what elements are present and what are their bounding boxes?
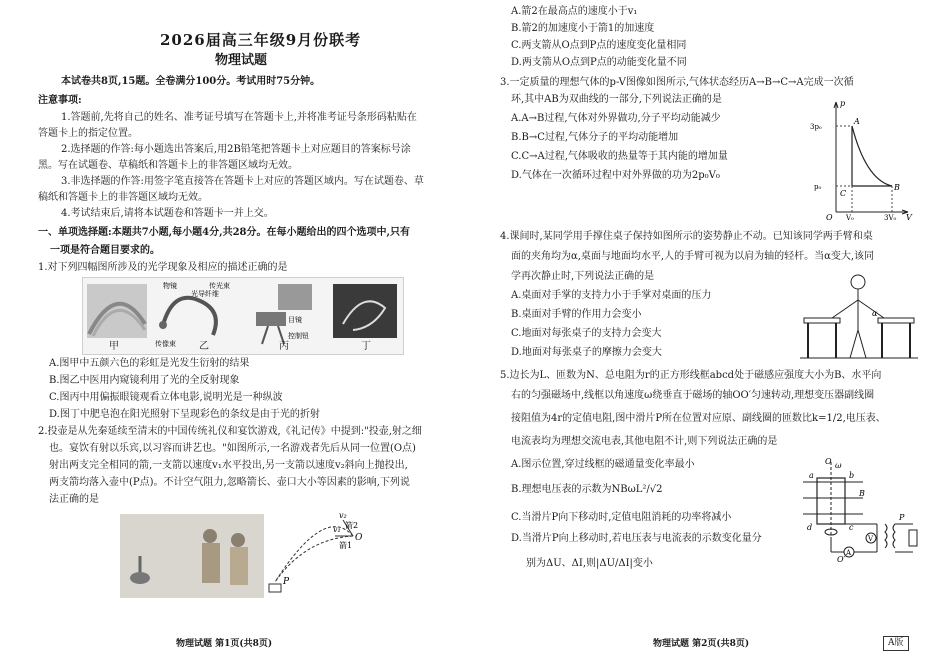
graph-label: 3V₀ — [884, 214, 897, 220]
q5-option: A.图示位置,穿过线框的磁通量变化率最小 — [511, 459, 695, 470]
diagram-label: 箭1 — [339, 541, 353, 550]
q2-option: B.箭2的加速度小于箭1的加速度 — [511, 23, 655, 34]
q3-stem: 3.一定质量的理想气体的p-V图像如图所示,气体状态经历A→B→C→A完成一次循 — [500, 77, 854, 88]
circuit-label: d — [807, 523, 813, 532]
circuit-label: A — [846, 549, 852, 557]
q2-stem: 射出两支完全相同的箭,一支箭以速度v₁水平投出,另一支箭以速度v₂斜向上抛投出, — [49, 460, 408, 471]
graph-label: V₀ — [846, 214, 854, 220]
fig-label: 丁 — [361, 341, 371, 352]
q4-stem: 4.课间时,某同学用手撑住桌子保持如图所示的姿势静止不动。已知该同学两手臂和桌 — [500, 231, 873, 242]
fig-tag: 控制钮 — [288, 332, 309, 340]
notice-line: 4.考试结束后,请将本试题卷和答题卡一并上交。 — [61, 208, 274, 219]
touhu-painting — [120, 514, 264, 598]
diagram-label: P — [283, 577, 290, 587]
q5-option: B.理想电压表的示数为NBωL²/√2 — [511, 484, 663, 495]
diagram-label: v₂ — [339, 511, 347, 520]
q3-option: A.A→B过程,气体对外界做功,分子平均动能减少 — [511, 113, 721, 124]
fig-tag: 目镜 — [288, 316, 302, 324]
q5-option: D.当滑片P向上移动时,若电压表与电流表的示数变化量分 — [511, 533, 762, 544]
graph-label: C — [840, 189, 847, 198]
q1-stem: 1.对下列四幅图所涉及的光学现象及相应的描述正确的是 — [38, 262, 288, 273]
fig-tag: 光导纤维 — [191, 290, 219, 298]
page-footer-right: 物理试题 第2页(共8页) — [653, 639, 750, 649]
q3-stem: 环,其中AB为双曲线的一部分,下列说法正确的是 — [511, 94, 722, 105]
q2-stem: 两支箭均落入壶中(P点)。不计空气阻力,忽略箭长、壶口大小等因素的影响,下列说 — [49, 477, 410, 488]
q5-stem: 5.边长为L、匝数为N、总电阻为r的正方形线框abcd处于磁感应强度大小为B、水平向 — [500, 370, 882, 381]
graph-label: B — [894, 183, 900, 192]
q2-stem: 也。宴饮有射以乐宾,以习容而讲艺也。"如图所示,一名游戏者先后从同一位置(O点) — [49, 443, 416, 454]
graph-label: V — [906, 213, 912, 220]
q5-option: C.当滑片P向下移动时,定值电阻消耗的功率将减小 — [511, 512, 732, 523]
notice-line: 稿纸和答题卡上的非答题区域均无效。 — [38, 192, 208, 203]
fig-label: 丙 — [279, 341, 289, 352]
graph-label: p₀ — [814, 183, 822, 191]
q3-option: B.B→C过程,气体分子的平均动能增加 — [511, 132, 679, 143]
version-badge: A版 — [883, 636, 909, 651]
q4-option: D.地面对每张桌子的摩擦力会变大 — [511, 347, 662, 358]
q4-option: A.桌面对手掌的支持力小于手掌对桌面的压力 — [511, 290, 712, 301]
q1-option: A.图甲中五颜六色的彩虹是光发生衍射的结果 — [49, 358, 250, 369]
section-heading: 一、单项选择题:本题共7小题,每小题4分,共28分。在每小题给出的四个选项中,只有 — [38, 227, 410, 238]
circuit-label: B — [859, 489, 865, 498]
circuit-label: P — [899, 513, 905, 522]
exam-info: 本试卷共8页,15题。全卷满分100分。考试用时75分钟。 — [61, 76, 321, 87]
notice-line: 黑。写在试题卷、草稿纸和答题卡上的非答题区域均无效。 — [38, 160, 298, 171]
notice-line: 3.非选择题的作答:用签字笔直接答在答题卡上对应的答题区域内。写在试题卷、草 — [61, 176, 424, 187]
circuit-label: ω — [835, 461, 842, 470]
circuit-label: O′ — [837, 555, 846, 564]
q4-stem: 面的夹角均为α,桌面与地面均水平,人的手臂可视为以肩为轴的轻杆。当α变大,该同 — [511, 251, 875, 262]
generator-circuit — [795, 458, 920, 568]
fig-tag: 传像束 — [155, 340, 176, 348]
circuit-label: V — [868, 535, 874, 543]
fig-label: 乙 — [199, 341, 209, 352]
q3-option: C.C→A过程,气体吸收的热量等于其内能的增加量 — [511, 151, 728, 162]
notice-line: 答题卡上的指定位置。 — [38, 128, 138, 139]
fig-tag: 物镜 — [163, 282, 177, 290]
fig-tag: 传光束 — [209, 282, 230, 290]
q2-stem: 2.投壶是从先秦延续至清末的中国传统礼仪和宴饮游戏,《礼记传》中提到:"投壶,射之细 — [38, 426, 422, 437]
q1-option: D.图丁中肥皂泡在阳光照射下呈现彩色的条纹是由于光的折射 — [49, 409, 320, 420]
q2-option: D.两支箭从O点到P点的动能变化量不同 — [511, 57, 687, 68]
graph-label: p — [840, 99, 846, 108]
q3-option: D.气体在一次循环过程中对外界做的功为2p₀V₀ — [511, 170, 720, 181]
notice-heading: 注意事项: — [38, 95, 82, 106]
q2-option: A.箭2在最高点的速度小于v₁ — [511, 6, 638, 17]
q5-stem: 接阻值为4r的定值电阻,图中滑片P所在位置对应原、副线圈的匝数比k=1/2,电压表、 — [511, 413, 886, 424]
circuit-label: a — [809, 471, 814, 480]
diagram-label: 箭2 — [345, 521, 359, 530]
q1-figure — [82, 277, 404, 355]
graph-label: 3p₀ — [810, 123, 822, 131]
q1-option: B.图乙中医用内窥镜利用了光的全反射现象 — [49, 375, 240, 386]
graph-label: A — [854, 117, 860, 126]
q1-option: C.图丙中用偏振眼镜观看立体电影,说明光是一种纵波 — [49, 392, 283, 403]
trajectory-diagram — [265, 504, 365, 599]
q5-stem: 电流表均为理想交流电表,其他电阻不计,则下列说法正确的是 — [511, 436, 778, 447]
desks-figure — [800, 270, 918, 366]
section-heading: 一项是符合题目要求的。 — [50, 245, 160, 256]
circuit-label: O — [825, 458, 832, 466]
q5-option: 别为ΔU、ΔI,则|ΔU/ΔI|变小 — [526, 558, 653, 569]
q2-option: C.两支箭从O点到P点的速度变化量相同 — [511, 40, 687, 51]
notice-line: 2.选择题的作答:每小题选出答案后,用2B铅笔把答题卡上对应题目的答案标号涂 — [61, 144, 411, 155]
angle-label: α — [872, 309, 878, 318]
diagram-label: v₁ — [333, 525, 341, 534]
exam-subtitle: 物理试题 — [215, 53, 268, 68]
endoscope-diagram — [153, 280, 243, 350]
fig-label: 甲 — [109, 341, 119, 352]
rainbow-photo — [87, 284, 147, 338]
graph-label: O — [826, 213, 833, 220]
circuit-label: b — [849, 471, 855, 480]
pv-graph — [808, 96, 914, 220]
diagram-label: O — [355, 533, 363, 543]
bubble-photo — [333, 284, 397, 338]
circuit-label: c — [849, 523, 854, 532]
q4-option: C.地面对每张桌子的支持力会变大 — [511, 328, 662, 339]
q5-stem: 右的匀强磁场中,线框以角速度ω绕垂直于磁场的轴OO′匀速转动,理想变压器副线圈 — [511, 390, 875, 401]
q4-option: B.桌面对手臂的作用力会变小 — [511, 309, 642, 320]
page-footer-left: 物理试题 第1页(共8页) — [176, 639, 273, 649]
projector-diagram — [248, 282, 323, 348]
q4-stem: 学再次静止时,下列说法正确的是 — [511, 271, 655, 282]
notice-line: 1.答题前,先将自己的姓名、准考证号填写在答题卡上,并将准考证号条形码粘贴在 — [61, 112, 417, 123]
exam-title: 2026届高三年级9月份联考 — [160, 31, 362, 49]
q2-stem: 法正确的是 — [49, 494, 99, 505]
